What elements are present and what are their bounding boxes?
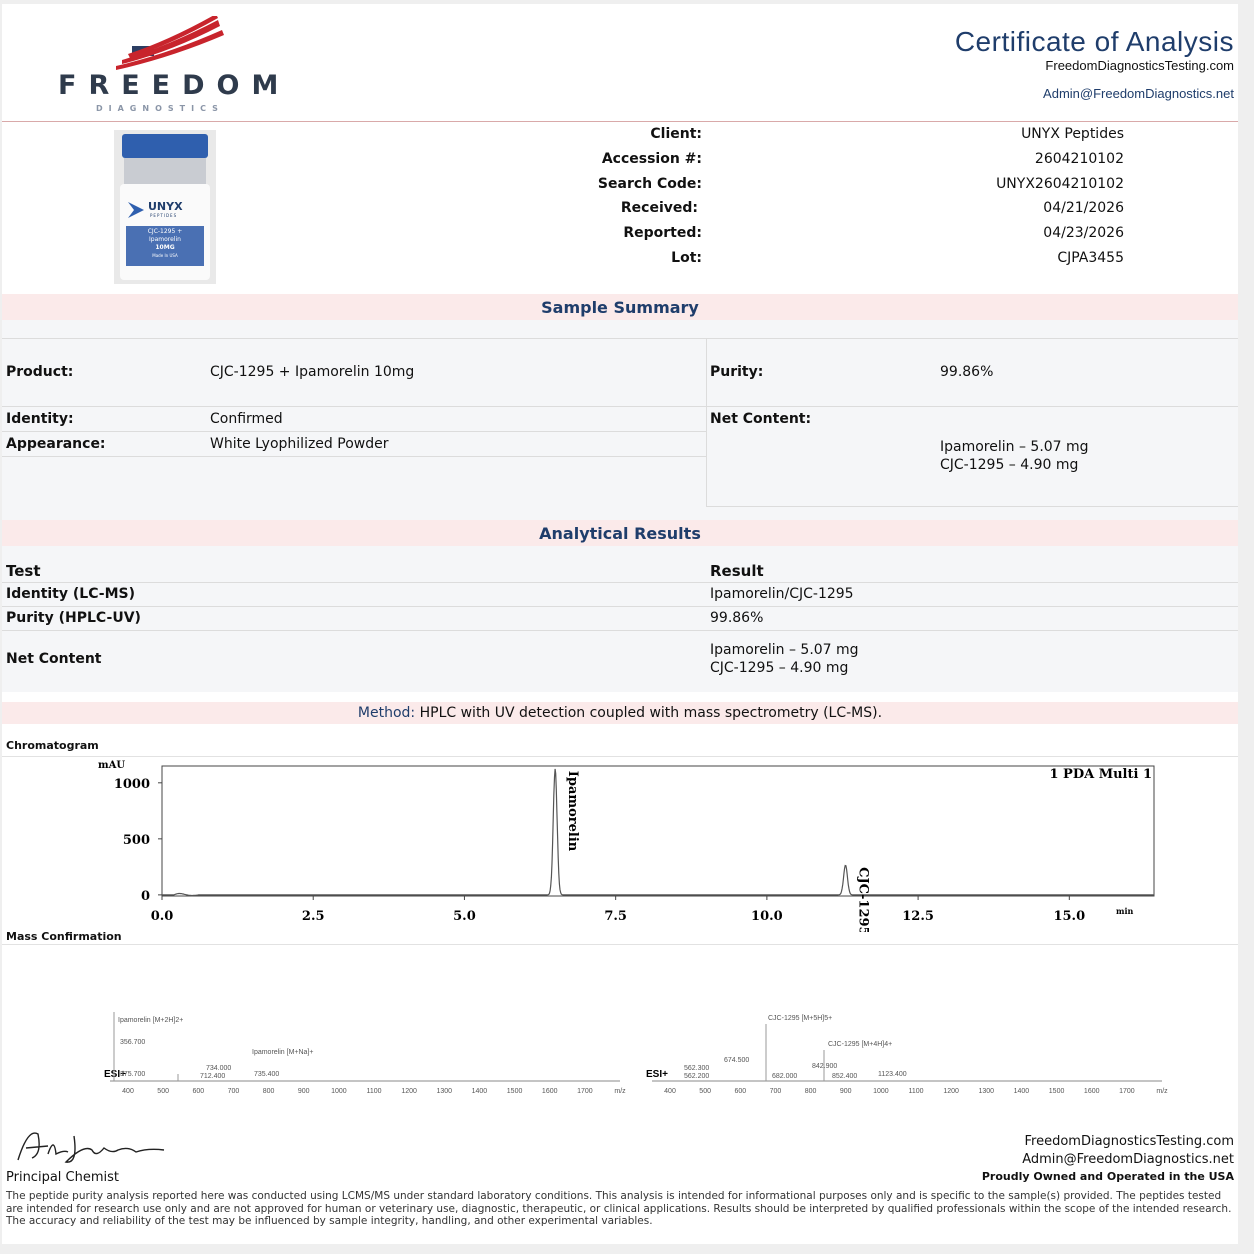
spectrum-annotation: 712.400 xyxy=(200,1073,226,1080)
header-website[interactable]: FreedomDiagnosticsTesting.com xyxy=(1045,58,1234,73)
appearance-label: Appearance: xyxy=(6,436,106,452)
identity-value: Confirmed xyxy=(210,411,283,427)
reported-label: Reported: xyxy=(623,225,702,241)
mz-tick-label: m/z xyxy=(1156,1088,1168,1095)
mz-tick-label: 400 xyxy=(122,1088,134,1095)
mass-spectra xyxy=(2,944,1238,1114)
header-divider xyxy=(2,121,1238,122)
mz-tick-label: 600 xyxy=(192,1088,205,1095)
spectrum-annotation: 562.200 xyxy=(684,1073,710,1080)
footer-website[interactable]: FreedomDiagnosticsTesting.com xyxy=(1024,1134,1234,1149)
spectrum-annotation: 356.700 xyxy=(120,1039,146,1046)
method-line xyxy=(2,705,1238,721)
mz-tick-label: 1300 xyxy=(436,1088,453,1095)
channel-label: 1 PDA Multi 1 xyxy=(1049,767,1152,782)
certificate-page xyxy=(2,4,1238,1244)
mz-tick-label: 1100 xyxy=(366,1088,382,1095)
purity-value: 99.86% xyxy=(940,364,994,380)
x-tick-label: 15.0 xyxy=(1053,909,1086,924)
y-unit-label: mAU xyxy=(98,760,126,771)
col-test-header: Test xyxy=(6,562,41,580)
peak-label: Ipamorelin xyxy=(565,770,581,852)
x-tick-label: 0.0 xyxy=(150,909,174,924)
page-title: Certificate of Analysis xyxy=(954,26,1234,57)
spectrum-annotation: 375.700 xyxy=(120,1071,146,1078)
chromatogram-chart xyxy=(2,756,1238,932)
chromatogram-svg xyxy=(2,756,1238,932)
mz-tick-label: 800 xyxy=(262,1088,275,1095)
signer-role: Principal Chemist xyxy=(6,1170,119,1185)
product-value: CJC-1295 + Ipamorelin 10mg xyxy=(210,364,415,380)
mz-tick-label: 1500 xyxy=(506,1088,523,1095)
x-tick-label: 12.5 xyxy=(902,909,934,924)
mz-tick-label: 1600 xyxy=(1083,1088,1100,1095)
mz-tick-label: 1000 xyxy=(331,1088,347,1095)
reported-value: 04/23/2026 xyxy=(1043,225,1124,241)
y-tick-label: 0 xyxy=(140,888,150,904)
footer-tagline: Proudly Owned and Operated in the USA xyxy=(981,1170,1234,1183)
mz-tick-label: 1400 xyxy=(1013,1088,1030,1095)
signature-image xyxy=(8,1124,168,1168)
x-tick-label: 7.5 xyxy=(604,909,627,924)
mz-tick-label: 800 xyxy=(804,1088,817,1095)
freedom-logo xyxy=(58,16,291,113)
mz-tick-label: 700 xyxy=(227,1088,240,1095)
spectrum-annotation: 734.000 xyxy=(206,1065,232,1072)
x-unit-label: min xyxy=(1116,906,1134,916)
identity-label: Identity: xyxy=(6,411,74,427)
unyx-logo-icon xyxy=(126,200,146,220)
lot-label: Lot: xyxy=(671,250,702,266)
result-net-line-1: Ipamorelin – 5.07 mg xyxy=(710,642,859,658)
mz-tick-label: 500 xyxy=(157,1088,169,1095)
result-net-line-2: CJC-1295 – 4.90 mg xyxy=(710,660,849,676)
col-result-header: Result xyxy=(710,562,764,580)
spectrum-annotation: CJC-1295 [M+4H]4+ xyxy=(828,1041,893,1048)
sample-summary-panel xyxy=(2,320,1238,520)
mz-tick-label: 900 xyxy=(839,1088,852,1095)
spectrum-annotation: 674.500 xyxy=(724,1057,750,1064)
result-identity: Ipamorelin/CJC-1295 xyxy=(710,586,854,602)
x-tick-label: 2.5 xyxy=(301,909,325,924)
net-content-line-1: Ipamorelin – 5.07 mg xyxy=(940,439,1089,455)
mz-tick-label: m/z xyxy=(614,1088,626,1095)
spectrum-annotation: 852.400 xyxy=(832,1073,858,1080)
result-purity: 99.86% xyxy=(710,610,764,626)
chromatogram-label: Chromatogram xyxy=(6,739,99,752)
ionization-mode: ESI+ xyxy=(646,1069,668,1080)
accession-value: 2604210102 xyxy=(1034,151,1124,167)
y-tick-label: 1000 xyxy=(113,776,150,792)
accession-label: Accession #: xyxy=(601,151,702,167)
spectrum-annotation: 562.300 xyxy=(684,1065,710,1072)
mz-tick-label: 1700 xyxy=(1119,1088,1135,1095)
peak-label: CJC-1295 xyxy=(855,867,871,932)
spectrum-annotation: CJC-1295 [M+5H]5+ xyxy=(768,1015,833,1022)
test-purity: Purity (HPLC-UV) xyxy=(6,610,141,626)
search-code-label: Search Code: xyxy=(597,176,702,192)
appearance-value: White Lyophilized Powder xyxy=(210,436,389,452)
mz-tick-label: 1600 xyxy=(541,1088,558,1095)
vial-brand: UNYX xyxy=(148,200,183,213)
header-email[interactable]: Admin@FreedomDiagnostics.net xyxy=(1043,86,1234,101)
x-tick-label: 5.0 xyxy=(453,909,476,924)
mz-tick-label: 400 xyxy=(664,1088,676,1095)
vial-label: CJC-1295 + Ipamorelin 10MG Made In USA xyxy=(126,226,204,266)
spectrum-annotation: 1123.400 xyxy=(878,1071,907,1078)
logo-wordmark: FREEDOM xyxy=(58,70,291,101)
method-label: Method: xyxy=(357,705,416,721)
ionization-mode: ESI+ xyxy=(104,1069,126,1080)
y-tick-label: 500 xyxy=(122,832,150,848)
mz-tick-label: 1500 xyxy=(1048,1088,1065,1095)
mass-spectrum-panel xyxy=(104,1069,626,1095)
received-value: 04/21/2026 xyxy=(1043,200,1124,216)
spectrum-1-peaks xyxy=(114,1012,313,1081)
client-value: UNYX Peptides xyxy=(1021,126,1124,142)
purity-label: Purity: xyxy=(710,364,764,380)
net-content-label: Net Content: xyxy=(710,411,812,427)
net-content-line-2: CJC-1295 – 4.90 mg xyxy=(940,457,1079,473)
analytical-results-title: Analytical Results xyxy=(539,524,701,543)
mass-spectra-svg xyxy=(2,944,1238,1114)
test-net-content: Net Content xyxy=(6,651,102,667)
product-vial-image xyxy=(114,130,216,284)
received-label: Received: xyxy=(620,200,698,216)
client-label: Client: xyxy=(650,126,702,142)
sample-summary-title: Sample Summary xyxy=(541,298,699,317)
mz-tick-label: 1000 xyxy=(873,1088,889,1095)
vial-brand-sub: PEPTIDES xyxy=(150,213,178,218)
plot-frame xyxy=(162,766,1154,896)
analytical-results-panel xyxy=(2,546,1238,692)
logo-subtitle: DIAGNOSTICS xyxy=(96,104,224,113)
spectrum-2-peaks xyxy=(684,1015,907,1081)
method-text: HPLC with UV detection coupled with mass spectrometry (LC-MS). xyxy=(419,705,883,721)
mz-tick-label: 1100 xyxy=(908,1088,924,1095)
footer-email[interactable]: Admin@FreedomDiagnostics.net xyxy=(1022,1152,1234,1167)
mz-tick-label: 700 xyxy=(769,1088,782,1095)
test-identity: Identity (LC-MS) xyxy=(6,586,136,602)
mz-tick-label: 1300 xyxy=(978,1088,995,1095)
mz-tick-label: 1400 xyxy=(471,1088,488,1095)
spectrum-annotation: 735.400 xyxy=(254,1071,280,1078)
spectrum-annotation: 682.000 xyxy=(772,1073,798,1080)
mass-spectrum-panel xyxy=(646,1069,1168,1095)
mass-confirmation-label: Mass Confirmation xyxy=(6,930,122,943)
mz-tick-label: 1200 xyxy=(401,1088,417,1095)
x-tick-label: 10.0 xyxy=(751,909,783,924)
product-label: Product: xyxy=(6,364,74,380)
lot-value: CJPA3455 xyxy=(1057,250,1124,266)
spectrum-annotation: 842.900 xyxy=(812,1063,838,1070)
chromatogram-trace xyxy=(162,769,1154,896)
mz-tick-label: 1700 xyxy=(577,1088,593,1095)
spectrum-annotation: Ipamorelin [M+Na]+ xyxy=(252,1049,314,1056)
mz-tick-label: 1200 xyxy=(943,1088,959,1095)
disclaimer-text: The peptide purity analysis reported here was conducted using LCMS/MS under standard laboratory conditions. This analysis is intended for informational purposes only and is specific to the sample(s) provided. The peptides tested are intended for research use only and are not approved for human or veterinary use, diagnostic, therapeutic, or clinical applications. Results should be interpreted by qualified professionals within the scope of the intended research. The accuracy and reliability of the test may be influenced by sample integrity, handling, and other experimental variables. xyxy=(6,1190,1232,1227)
mz-tick-label: 500 xyxy=(699,1088,711,1095)
mz-tick-label: 600 xyxy=(734,1088,747,1095)
spectrum-annotation: Ipamorelin [M+2H]2+ xyxy=(118,1017,184,1024)
flag-swoosh-icon xyxy=(58,16,288,72)
mz-tick-label: 900 xyxy=(297,1088,310,1095)
search-code-value: UNYX2604210102 xyxy=(996,176,1124,192)
